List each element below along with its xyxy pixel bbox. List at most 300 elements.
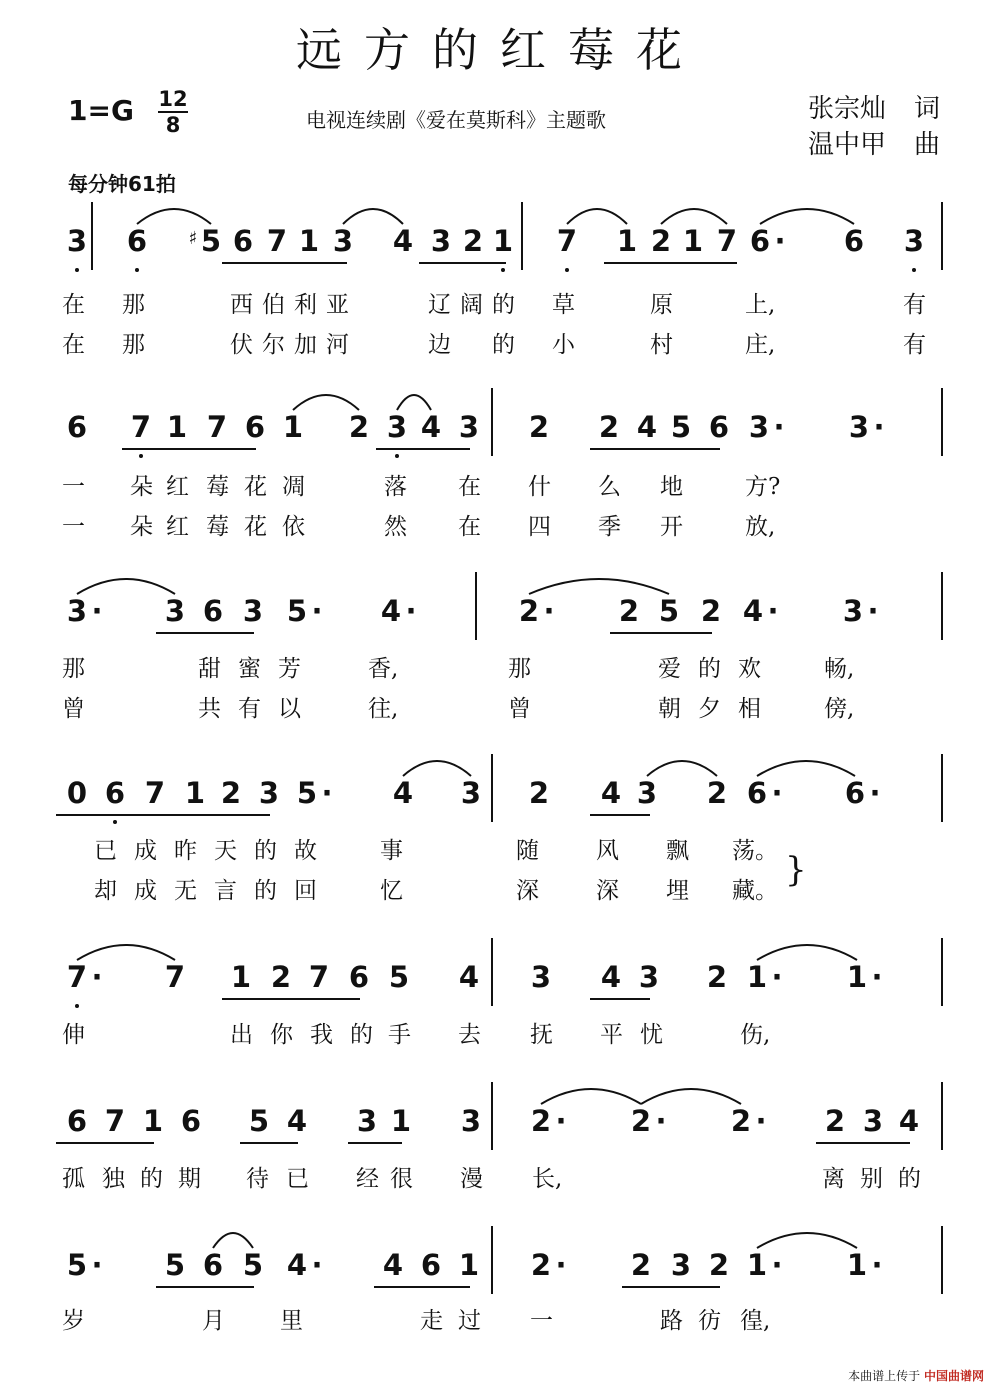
lyric-syllable: 地 <box>660 474 683 500</box>
note: 2 <box>598 410 620 444</box>
footer <box>848 1367 984 1384</box>
lyric-syllable: 已 <box>94 838 117 864</box>
note: 4 <box>382 1248 404 1282</box>
note: 2 <box>824 1104 846 1138</box>
beam-line <box>156 632 254 634</box>
note: 1 <box>230 960 252 994</box>
lyric-syllable: 你 <box>270 1022 293 1048</box>
lyric-syllable: 放, <box>745 514 776 540</box>
note: 2 <box>630 1248 652 1282</box>
note: 7 <box>266 224 288 258</box>
lyric-syllable: 深 <box>596 878 619 904</box>
lyric-syllable: 在 <box>458 514 481 540</box>
note: 2 <box>618 594 640 628</box>
slur <box>641 1089 741 1104</box>
lyric-syllable: 凋 <box>282 474 305 500</box>
note: 3 <box>848 410 870 444</box>
lyric-syllable: 季 <box>598 514 621 540</box>
note: 1 <box>492 224 514 258</box>
note: 2 <box>650 224 672 258</box>
lyric-syllable: 四 <box>528 514 551 540</box>
lyric-syllable: 莓 <box>206 474 229 500</box>
lyric-syllable: 西 <box>230 292 253 318</box>
note: 6 <box>180 1104 202 1138</box>
dot-duration: · <box>311 594 323 628</box>
lyric-syllable: 香, <box>368 656 399 682</box>
dot-duration: · <box>867 594 879 628</box>
lyric-syllable: 言 <box>214 878 237 904</box>
score-system <box>0 1080 1000 1230</box>
meter-top: 12 <box>158 87 188 111</box>
lyric-syllable: 庄, <box>745 332 776 358</box>
lyric-syllable: 经 <box>356 1166 379 1192</box>
lyric-syllable: 小 <box>552 332 575 358</box>
note: 1 <box>282 410 304 444</box>
dot-duration: · <box>311 1248 323 1282</box>
note: 4 <box>898 1104 920 1138</box>
lyric-syllable: 朵 <box>130 474 153 500</box>
lyric-syllable: 出 <box>230 1022 253 1048</box>
note: 5 <box>164 1248 186 1282</box>
lyric-syllable: 朵 <box>130 514 153 540</box>
octave-dot <box>135 268 139 272</box>
lyric-syllable: 傍, <box>824 696 855 722</box>
note: 5 <box>66 1248 88 1282</box>
lyric-syllable: 莓 <box>206 514 229 540</box>
tempo-marking: 每分钟61拍 <box>68 172 176 196</box>
note: 2 <box>706 960 728 994</box>
note: 6 <box>708 410 730 444</box>
note: 7 <box>556 224 578 258</box>
dot-duration: · <box>405 594 417 628</box>
dot-duration: · <box>755 1104 767 1138</box>
meter-bottom: 8 <box>165 113 181 137</box>
score-system <box>0 200 1000 358</box>
dot-duration: · <box>767 594 779 628</box>
lyric-syllable: 那 <box>62 656 85 682</box>
lyric-syllable: 草 <box>552 292 575 318</box>
lyric-syllable: 随 <box>516 838 539 864</box>
slur <box>757 761 855 776</box>
dot-duration: · <box>555 1248 567 1282</box>
slur <box>541 1089 641 1104</box>
octave-dot <box>501 268 505 272</box>
beam-line <box>590 814 650 816</box>
lyric-syllable: 一 <box>62 514 85 540</box>
lyric-syllable: 以 <box>278 696 301 722</box>
note: 4 <box>286 1104 308 1138</box>
slur <box>343 209 403 224</box>
site-logo: 中国曲谱网 <box>923 1369 984 1383</box>
dot-duration: · <box>774 224 786 258</box>
lyric-syllable: 的 <box>140 1166 163 1192</box>
beam-line <box>56 814 270 816</box>
note: 5 <box>670 410 692 444</box>
lyric-syllable: 徨, <box>740 1308 771 1334</box>
note: 7 <box>130 410 152 444</box>
lyric-syllable: 相 <box>738 696 761 722</box>
lyric-syllable: 的 <box>350 1022 373 1048</box>
lyric-syllable: 昨 <box>174 838 197 864</box>
sharp-sign: ♯ <box>188 228 198 249</box>
note: 2 <box>530 1248 552 1282</box>
lyric-syllable: 伏 <box>230 332 253 358</box>
lyric-syllable: 月 <box>202 1308 225 1334</box>
note: 7 <box>206 410 228 444</box>
note: 5 <box>200 224 222 258</box>
note: 3 <box>460 1104 482 1138</box>
note: 3 <box>530 960 552 994</box>
note: 4 <box>636 410 658 444</box>
lyric-syllable: 依 <box>282 514 305 540</box>
note: 6 <box>348 960 370 994</box>
dot-duration: · <box>91 594 103 628</box>
lyric-syllable: 漫 <box>460 1166 483 1192</box>
lyric-syllable: 故 <box>294 838 317 864</box>
lyric-syllable: 落 <box>384 474 407 500</box>
lyric-syllable: 忆 <box>380 878 403 904</box>
beam-line <box>122 448 256 450</box>
lyricist-name: 张宗灿 <box>808 94 887 124</box>
score-system <box>0 386 1000 540</box>
score-system <box>0 936 1000 1086</box>
lyric-syllable: 去 <box>458 1022 481 1048</box>
dot-duration: · <box>873 410 885 444</box>
lyric-syllable: 村 <box>650 332 673 358</box>
lyric-syllable: 共 <box>198 696 221 722</box>
note: 3 <box>332 224 354 258</box>
lyric-syllable: 忧 <box>640 1022 663 1048</box>
beam-line <box>604 262 737 264</box>
time-signature <box>158 88 188 136</box>
lyric-syllable: 那 <box>508 656 531 682</box>
slur <box>647 761 717 776</box>
lyric-syllable: 伯 <box>262 292 285 318</box>
score-system <box>0 752 1000 902</box>
lyric-syllable: 别 <box>860 1166 883 1192</box>
lyric-syllable: 原 <box>650 292 673 318</box>
lyric-syllable: 彷 <box>698 1308 721 1334</box>
note: 6 <box>843 224 865 258</box>
song-title: 远方的红莓花 <box>296 23 704 77</box>
note: 6 <box>66 1104 88 1138</box>
lyric-syllable: 飘 <box>666 838 689 864</box>
note: 4 <box>286 1248 308 1282</box>
lyric-syllable: 红 <box>166 474 189 500</box>
beam-line <box>240 1142 298 1144</box>
lyric-syllable: 有 <box>238 696 261 722</box>
lyric-syllable: 的 <box>898 1166 921 1192</box>
lyric-syllable: 边 <box>428 332 451 358</box>
slur <box>567 209 627 224</box>
slur <box>661 209 727 224</box>
dot-duration: · <box>869 776 881 810</box>
lyric-syllable: 花 <box>244 514 267 540</box>
score-marks <box>0 1080 1000 1230</box>
octave-dot <box>912 268 916 272</box>
note: 3 <box>164 594 186 628</box>
lyric-syllable: 那 <box>122 292 145 318</box>
lyric-syllable: 在 <box>62 292 85 318</box>
composer-name: 温中甲 <box>808 130 887 160</box>
score-marks <box>0 936 1000 1086</box>
lyric-syllable: 事 <box>380 838 403 864</box>
lyric-syllable: 方? <box>745 474 781 500</box>
slur <box>213 1233 253 1248</box>
lyric-syllable: 欢 <box>738 656 761 682</box>
note: 7 <box>104 1104 126 1138</box>
lyric-syllable: 甜 <box>198 656 221 682</box>
beam-line <box>222 998 360 1000</box>
note: 7 <box>164 960 186 994</box>
note: 2 <box>706 776 728 810</box>
lyric-syllable: 那 <box>122 332 145 358</box>
note: 3 <box>458 410 480 444</box>
octave-dot <box>75 268 79 272</box>
beam-line <box>590 998 650 1000</box>
beam-line <box>56 1142 154 1144</box>
lyric-syllable: 独 <box>102 1166 125 1192</box>
note: 2 <box>708 1248 730 1282</box>
lyric-syllable: 爱 <box>658 656 681 682</box>
slur <box>77 945 175 960</box>
lyric-syllable: 尔 <box>262 332 285 358</box>
lyric-syllable: 红 <box>166 514 189 540</box>
score-system <box>0 1224 1000 1374</box>
note: 6 <box>749 224 771 258</box>
lyric-syllable: 很 <box>390 1166 413 1192</box>
beam-line <box>156 1286 254 1288</box>
note: 1 <box>298 224 320 258</box>
lyric-syllable: 开 <box>660 514 683 540</box>
beam-line <box>590 448 720 450</box>
beam-line <box>374 1286 470 1288</box>
lyric-syllable: 平 <box>600 1022 623 1048</box>
note: 2 <box>348 410 370 444</box>
beam-line <box>348 1142 402 1144</box>
lyric-syllable: 走 <box>420 1308 443 1334</box>
note: 2 <box>730 1104 752 1138</box>
note: 1 <box>166 410 188 444</box>
note: 6 <box>126 224 148 258</box>
dot-duration: · <box>771 960 783 994</box>
note: 5 <box>658 594 680 628</box>
note: 5 <box>248 1104 270 1138</box>
note: 7 <box>144 776 166 810</box>
lyric-syllable: 埋 <box>666 878 689 904</box>
note: 6 <box>244 410 266 444</box>
note: 3 <box>638 960 660 994</box>
note: 7 <box>66 960 88 994</box>
note: 5 <box>242 1248 264 1282</box>
lyric-syllable: 的 <box>254 838 277 864</box>
lyric-syllable: 已 <box>286 1166 309 1192</box>
note: 3 <box>66 594 88 628</box>
footer-text: 本曲谱上传于 <box>848 1369 921 1383</box>
note: 5 <box>286 594 308 628</box>
note: 2 <box>270 960 292 994</box>
note: 3 <box>842 594 864 628</box>
note: 7 <box>308 960 330 994</box>
beam-line <box>610 632 712 634</box>
lyric-syllable: 一 <box>62 474 85 500</box>
key-signature: 1=G <box>68 94 134 127</box>
note: 4 <box>742 594 764 628</box>
lyric-syllable: 荡。 <box>732 838 778 864</box>
lyric-syllable: 手 <box>388 1022 411 1048</box>
note: 3 <box>862 1104 884 1138</box>
lyric-syllable: 我 <box>310 1022 333 1048</box>
note: 4 <box>392 224 414 258</box>
note: 6 <box>420 1248 442 1282</box>
lyric-syllable: 成 <box>134 878 157 904</box>
note: 1 <box>458 1248 480 1282</box>
lyric-syllable: 无 <box>174 878 197 904</box>
repeat-brace: } <box>785 850 807 890</box>
note: 4 <box>600 776 622 810</box>
dot-duration: · <box>771 776 783 810</box>
lyric-syllable: 的 <box>492 332 515 358</box>
dot-duration: · <box>543 594 555 628</box>
dot-duration: · <box>871 1248 883 1282</box>
note: 6 <box>202 594 224 628</box>
note: 1 <box>846 1248 868 1282</box>
note: 1 <box>390 1104 412 1138</box>
lyric-syllable: 么 <box>598 474 621 500</box>
lyric-syllable: 伸 <box>62 1022 85 1048</box>
note: 3 <box>386 410 408 444</box>
dot-duration: · <box>91 960 103 994</box>
lyric-syllable: 却 <box>94 878 117 904</box>
lyric-syllable: 花 <box>244 474 267 500</box>
note: 3 <box>903 224 925 258</box>
lyric-syllable: 利 <box>294 292 317 318</box>
dot-duration: · <box>555 1104 567 1138</box>
dot-duration: · <box>771 1248 783 1282</box>
note: 3 <box>356 1104 378 1138</box>
note: 6 <box>66 410 88 444</box>
octave-dot <box>139 454 143 458</box>
lyric-syllable: 深 <box>516 878 539 904</box>
lyric-syllable: 加 <box>294 332 317 358</box>
slur <box>397 395 431 410</box>
lyric-syllable: 离 <box>822 1166 845 1192</box>
lyric-syllable: 有 <box>903 332 926 358</box>
slur <box>757 945 857 960</box>
lyric-syllable: 岁 <box>62 1308 85 1334</box>
lyric-syllable: 抚 <box>530 1022 553 1048</box>
dot-duration: · <box>91 1248 103 1282</box>
lyric-syllable: 然 <box>384 514 407 540</box>
score-system <box>0 570 1000 720</box>
lyric-syllable: 蜜 <box>238 656 261 682</box>
note: 2 <box>220 776 242 810</box>
lyric-syllable: 朝 <box>658 696 681 722</box>
lyric-syllable: 亚 <box>326 292 349 318</box>
lyric-syllable: 的 <box>492 292 515 318</box>
note: 2 <box>462 224 484 258</box>
lyric-syllable: 里 <box>280 1308 303 1334</box>
lyric-syllable: 一 <box>530 1308 553 1334</box>
note: 4 <box>380 594 402 628</box>
note: 3 <box>670 1248 692 1282</box>
note: 7 <box>716 224 738 258</box>
note: 6 <box>202 1248 224 1282</box>
dot-duration: · <box>655 1104 667 1138</box>
lyric-syllable: 上, <box>745 292 776 318</box>
note: 1 <box>142 1104 164 1138</box>
note: 6 <box>844 776 866 810</box>
lyric-syllable: 的 <box>254 878 277 904</box>
note: 3 <box>66 224 88 258</box>
lyric-syllable: 风 <box>596 838 619 864</box>
lyric-syllable: 在 <box>458 474 481 500</box>
beam-line <box>419 262 506 264</box>
lyric-syllable: 藏。 <box>732 878 778 904</box>
slur <box>293 395 359 410</box>
lyric-syllable: 过 <box>458 1308 481 1334</box>
lyric-syllable: 长, <box>532 1166 563 1192</box>
dot-duration: · <box>321 776 333 810</box>
beam-line <box>222 262 347 264</box>
lyric-syllable: 天 <box>214 838 237 864</box>
note: 1 <box>184 776 206 810</box>
lyric-syllable: 畅, <box>824 656 855 682</box>
dot-duration: · <box>773 410 785 444</box>
note: 5 <box>388 960 410 994</box>
lyric-syllable: 夕 <box>698 696 721 722</box>
octave-dot <box>113 820 117 824</box>
dot-duration: · <box>871 960 883 994</box>
note: 3 <box>460 776 482 810</box>
slur <box>760 209 854 224</box>
subtitle: 电视连续剧《爱在莫斯科》主题歌 <box>306 108 606 132</box>
note: 3 <box>636 776 658 810</box>
beam-line <box>816 1142 910 1144</box>
note: 6 <box>746 776 768 810</box>
lyric-syllable: 孤 <box>62 1166 85 1192</box>
note: 3 <box>748 410 770 444</box>
octave-dot <box>395 454 399 458</box>
note: 2 <box>528 776 550 810</box>
score-marks <box>0 1224 1000 1374</box>
lyric-syllable: 曾 <box>62 696 85 722</box>
note: 0 <box>66 776 88 810</box>
slur <box>529 579 669 594</box>
note: 3 <box>258 776 280 810</box>
note: 4 <box>392 776 414 810</box>
note: 2 <box>518 594 540 628</box>
note: 3 <box>430 224 452 258</box>
lyric-syllable: 有 <box>903 292 926 318</box>
lyric-syllable: 曾 <box>508 696 531 722</box>
lyric-syllable: 芳 <box>278 656 301 682</box>
note: 4 <box>600 960 622 994</box>
slur <box>403 761 471 776</box>
lyric-syllable: 路 <box>660 1308 683 1334</box>
note: 4 <box>420 410 442 444</box>
lyric-syllable: 往, <box>368 696 399 722</box>
note: 1 <box>746 960 768 994</box>
lyric-syllable: 伤, <box>740 1022 771 1048</box>
octave-dot <box>75 1004 79 1008</box>
lyric-syllable: 回 <box>294 878 317 904</box>
note: 3 <box>242 594 264 628</box>
lyric-syllable: 期 <box>178 1166 201 1192</box>
note: 2 <box>530 1104 552 1138</box>
composer-role: 曲 <box>914 130 941 160</box>
note: 5 <box>296 776 318 810</box>
